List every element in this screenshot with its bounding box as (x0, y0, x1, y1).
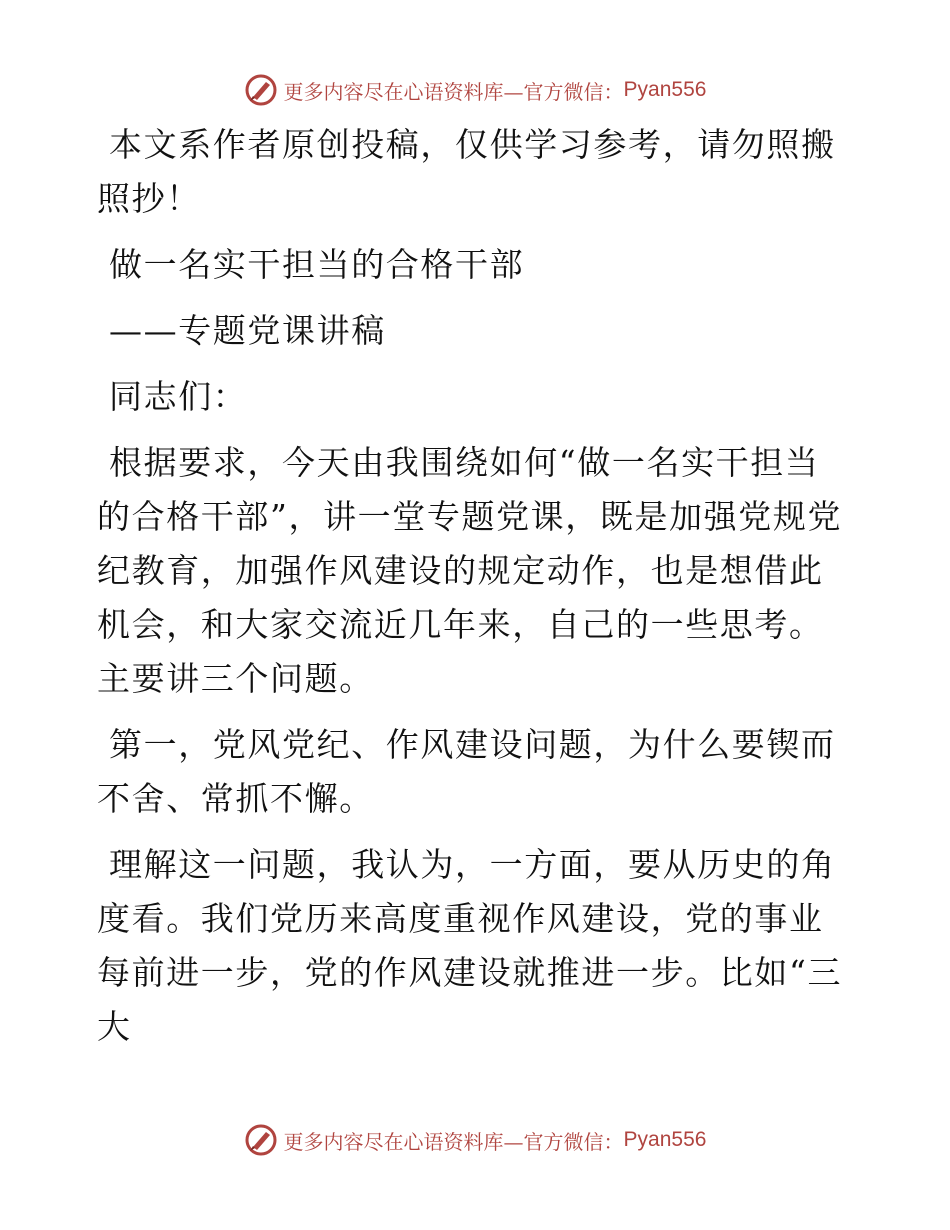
banner-text: 更多内容尽在心语资料库—官方微信： (283, 79, 624, 104)
salutation: 同志们： (109, 377, 248, 416)
document-title: 做一名实干担当的合格干部 (109, 245, 525, 284)
section-heading: 第一，党风党纪、作风建设问题，为什么要锲而不舍、常抓不懈。 (97, 725, 836, 818)
body-paragraph: 理解这一问题，我认为，一方面，要从历史的角度看。我们党历来高度重视作风建设，党的事业每前进一步，党的作风建设就推进一步。比如“三大 (97, 845, 843, 1046)
banner-text: 更多内容尽在心语资料库—官方微信： (283, 1129, 624, 1154)
copyright-notice: 本文系作者原创投稿，仅供学习参考，请勿照搬照抄！ (97, 125, 836, 218)
footer-banner (0, 1118, 950, 1162)
header-banner (0, 68, 950, 112)
wechat-id: Pyan556 (623, 1128, 707, 1151)
document-subtitle: ——专题党课讲稿 (109, 311, 386, 350)
body-paragraph: 根据要求，今天由我围绕如何“做一名实干担当的合格干部”，讲一堂专题党课，既是加强党规党纪教育，加强作风建设的规定动作，也是想借此机会，和大家交流近几年来，自己的一些思考。主要讲三个问题。 (97, 443, 843, 698)
brush-logo-icon (244, 1123, 278, 1157)
brush-logo-icon (244, 73, 278, 107)
wechat-id: Pyan556 (623, 78, 707, 101)
document-body (97, 118, 853, 1066)
